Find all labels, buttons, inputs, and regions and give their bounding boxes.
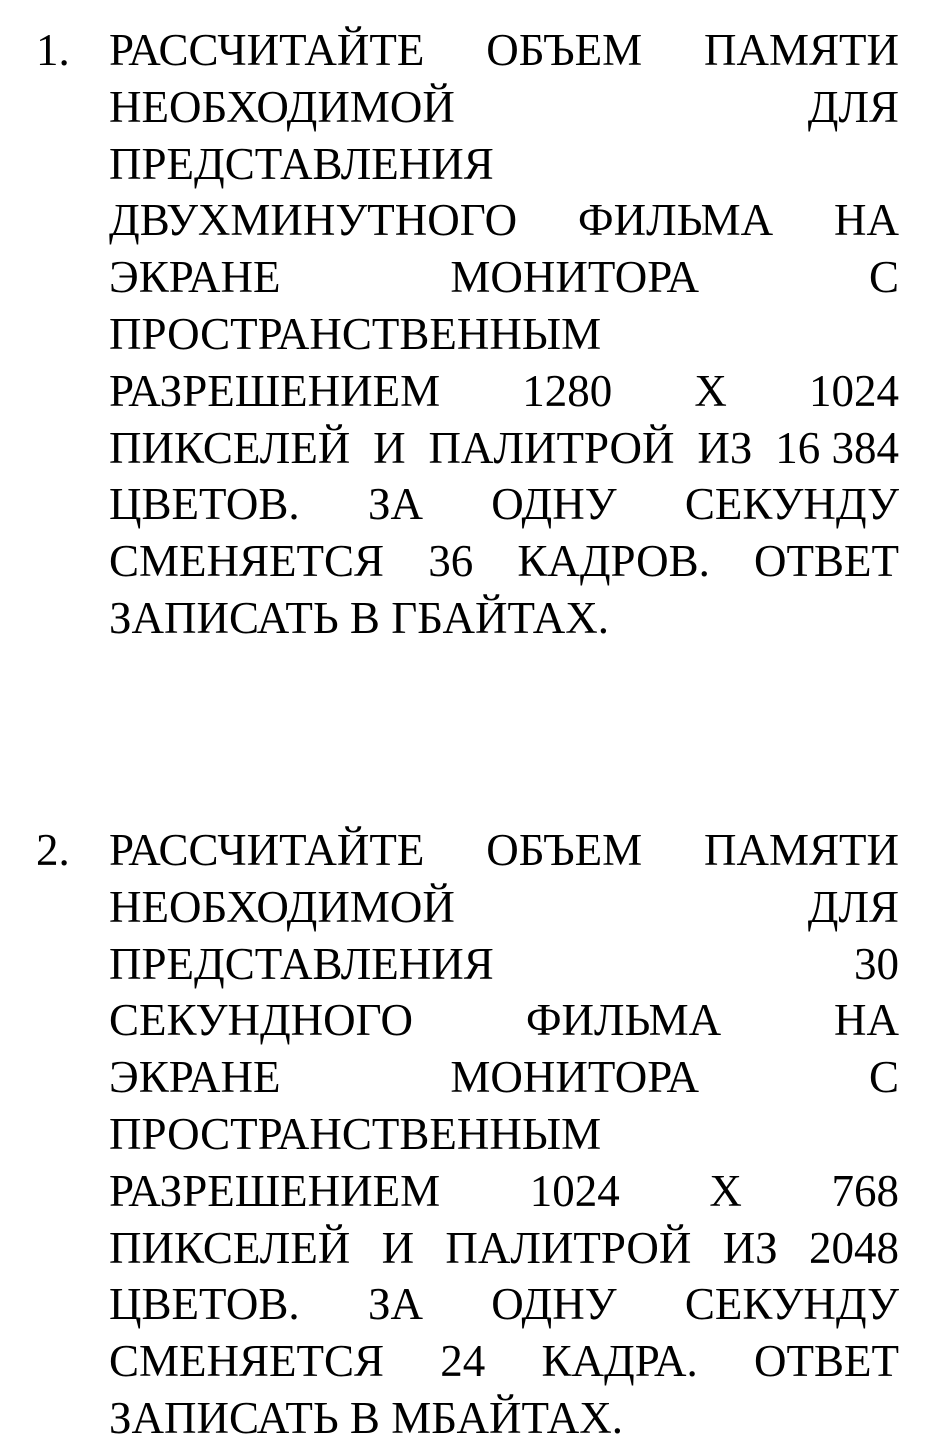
text-word: ФИЛЬМА	[578, 195, 774, 246]
text-word: 768	[831, 1165, 899, 1216]
text-word: ДЛЯ	[807, 81, 899, 132]
text-word: СЕКУНДУ	[684, 479, 899, 530]
text-word: КАДРА.	[541, 1336, 698, 1387]
text-word: ИЗ	[697, 422, 753, 473]
text-word: РАССЧИТАЙТЕ	[109, 825, 425, 875]
text-line	[109, 533, 899, 590]
text-word: ЦВЕТОВ.	[109, 479, 300, 530]
text-word: ОБЪЕМ	[486, 25, 643, 75]
text-word: ПИКСЕЛЕЙ	[109, 1222, 351, 1273]
text-word: ПРЕДСТАВЛЕНИЯ	[109, 938, 494, 989]
text-line	[109, 420, 899, 477]
text-word: НЕОБХОДИМОЙ	[109, 881, 455, 932]
task-text	[109, 22, 899, 647]
text-line	[109, 1333, 899, 1390]
task-number: 2.	[36, 825, 70, 875]
text-word: 30	[854, 938, 899, 989]
text-line	[109, 476, 899, 533]
text-word: НА	[833, 195, 899, 246]
text-word: 2048	[809, 1222, 899, 1273]
text-line	[109, 936, 899, 993]
text-word: РАССЧИТАЙТЕ	[109, 25, 425, 75]
text-word: ПРЕДСТАВЛЕНИЯ	[109, 138, 494, 189]
text-word: ПАЛИТРОЙ	[445, 1222, 692, 1273]
text-line	[109, 136, 899, 193]
text-line	[109, 192, 899, 249]
text-word: И	[373, 422, 406, 473]
text-word: ПАЛИТРОЙ	[428, 422, 675, 473]
text-word: РАЗРЕШЕНИЕМ	[109, 1165, 441, 1216]
text-word: ДВУХМИНУТНОГО	[109, 195, 518, 246]
text-word: 1024	[529, 1165, 620, 1216]
text-word: И	[381, 1222, 415, 1273]
text-word: 1024	[808, 365, 899, 416]
text-word: Х	[709, 1165, 742, 1216]
text-line	[109, 590, 899, 647]
text-word: ЦВЕТОВ.	[109, 1279, 300, 1330]
text-line	[109, 1390, 899, 1447]
text-word: РАЗРЕШЕНИЕМ	[109, 365, 441, 416]
text-word: ФИЛЬМА	[525, 995, 722, 1046]
text-word: ЗА	[367, 479, 423, 530]
text-word: МОНИТОРА	[450, 1052, 700, 1103]
task-text	[109, 822, 899, 1447]
text-line	[109, 22, 899, 79]
text-line	[109, 1049, 899, 1106]
text-word: ЭКРАНЕ	[109, 252, 281, 303]
text-line	[109, 1106, 899, 1163]
text-word: МОНИТОРА	[450, 252, 700, 303]
text-word: ПАМЯТИ	[703, 25, 899, 75]
text-word: С	[868, 1052, 899, 1103]
text-word: ПРОСТРАНСТВЕННЫМ	[109, 1108, 602, 1159]
text-word: ИЗ	[722, 1222, 778, 1273]
text-word: НЕОБХОДИМОЙ	[109, 81, 455, 132]
text-line	[109, 992, 899, 1049]
text-line	[109, 1220, 899, 1277]
text-line	[109, 1276, 899, 1333]
text-word: ОДНУ	[491, 479, 617, 530]
text-word: ОБЪЕМ	[486, 825, 643, 875]
text-word: ЗА	[367, 1279, 423, 1330]
text-word: 16 384	[775, 422, 899, 473]
text-word: ПАМЯТИ	[703, 825, 899, 875]
task-number: 1.	[36, 25, 70, 75]
text-word: ЗАПИСАТЬ В ГБАЙТАХ.	[109, 592, 609, 643]
text-word: ОТВЕТ	[753, 1336, 899, 1387]
text-line	[109, 363, 899, 420]
text-line	[109, 879, 899, 936]
text-word: 24	[440, 1336, 486, 1387]
text-word: ОТВЕТ	[754, 536, 899, 587]
text-word: НА	[834, 995, 899, 1046]
text-word: КАДРОВ.	[517, 536, 710, 587]
text-word: ОДНУ	[491, 1279, 617, 1330]
text-word: ДЛЯ	[807, 881, 899, 932]
text-line	[109, 79, 899, 136]
text-word: С	[868, 252, 899, 303]
text-word: ПРОСТРАНСТВЕННЫМ	[109, 308, 602, 359]
text-word: СЕКУНДУ	[684, 1279, 899, 1330]
text-word: СЕКУНДНОГО	[109, 995, 414, 1046]
text-word: 36	[428, 536, 474, 587]
text-word: ЭКРАНЕ	[109, 1052, 281, 1103]
text-line	[109, 249, 899, 306]
text-word: ПИКСЕЛЕЙ	[109, 422, 351, 473]
text-line	[109, 822, 899, 879]
text-word: 1280	[522, 365, 613, 416]
text-line	[109, 306, 899, 363]
text-word: ЗАПИСАТЬ В МБАЙТАХ.	[109, 1392, 623, 1443]
text-word: СМЕНЯЕТСЯ	[109, 1336, 385, 1387]
text-line	[109, 1163, 899, 1220]
text-word: Х	[694, 365, 727, 416]
text-word: СМЕНЯЕТСЯ	[109, 536, 385, 587]
